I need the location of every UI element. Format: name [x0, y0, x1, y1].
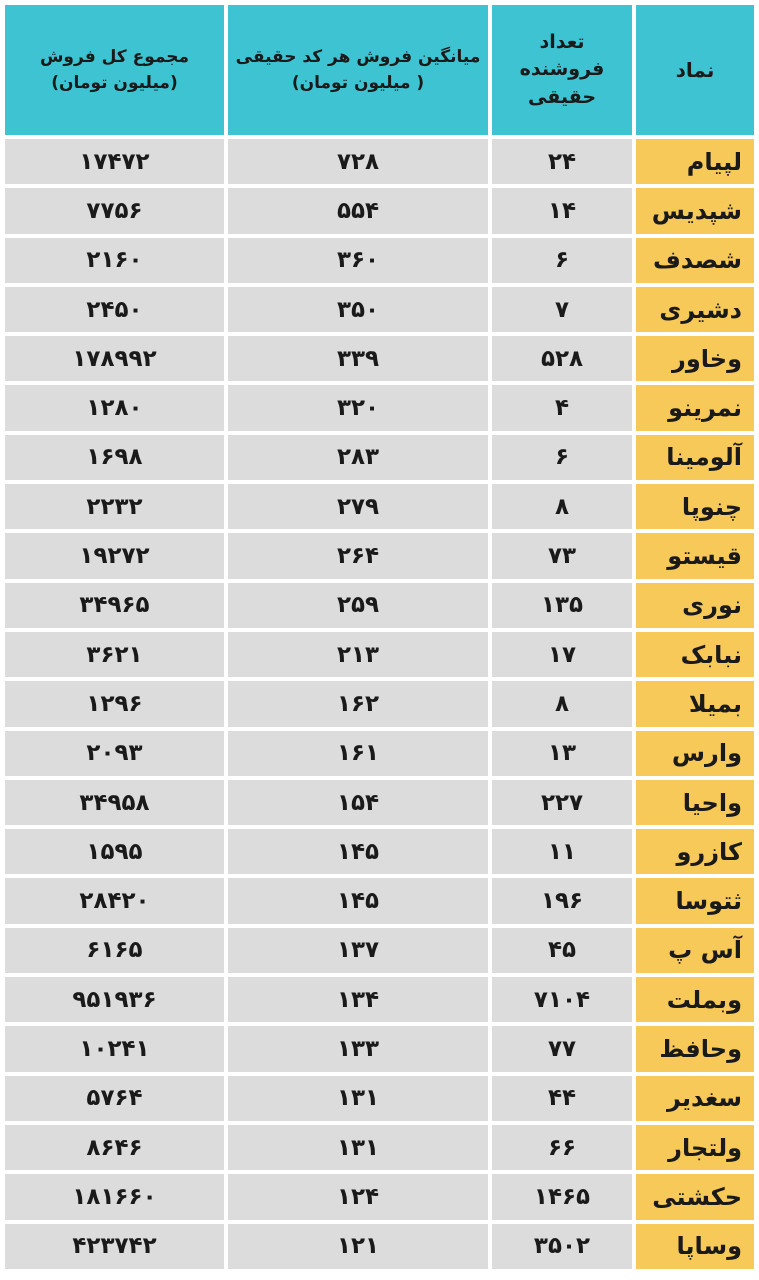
avg-sale-cell: ۵۵۴ [226, 186, 490, 235]
symbol-cell: وبملت [634, 975, 756, 1024]
avg-sale-cell: ۱۳۴ [226, 975, 490, 1024]
total-sale-cell: ۴۲۳۷۴۲ [3, 1222, 226, 1271]
avg-sale-cell: ۲۷۹ [226, 482, 490, 531]
sellers-cell: ۷۷ [490, 1024, 634, 1073]
sellers-cell: ۴۴ [490, 1074, 634, 1123]
avg-sale-cell: ۷۲۸ [226, 137, 490, 186]
table-row [3, 926, 756, 975]
avg-sale-cell: ۱۳۷ [226, 926, 490, 975]
symbol-cell: نبابک [634, 630, 756, 679]
symbol-cell: وخاور [634, 334, 756, 383]
total-sale-cell: ۲۲۳۲ [3, 482, 226, 531]
avg-sale-cell: ۲۸۳ [226, 433, 490, 482]
sellers-cell: ۲۲۷ [490, 778, 634, 827]
total-sale-cell: ۱۵۹۵ [3, 827, 226, 876]
sellers-cell: ۸ [490, 482, 634, 531]
header-total-sale: مجموع کل فروش (میلیون تومان) [3, 3, 226, 137]
total-sale-cell: ۳۶۲۱ [3, 630, 226, 679]
symbol-cell: آلومینا [634, 433, 756, 482]
symbol-cell: واحیا [634, 778, 756, 827]
avg-sale-cell: ۱۶۲ [226, 679, 490, 728]
sales-table [3, 3, 756, 1271]
avg-sale-cell: ۳۶۰ [226, 236, 490, 285]
total-sale-cell: ۲۰۹۳ [3, 729, 226, 778]
sellers-cell: ۱۴ [490, 186, 634, 235]
table-row [3, 679, 756, 728]
symbol-cell: آس پ [634, 926, 756, 975]
sellers-cell: ۱۱ [490, 827, 634, 876]
symbol-cell: وساپا [634, 1222, 756, 1271]
sellers-cell: ۱۳ [490, 729, 634, 778]
table-row [3, 975, 756, 1024]
header-symbol: نماد [634, 3, 756, 137]
symbol-cell: حکشتی [634, 1172, 756, 1221]
symbol-cell: نمرینو [634, 383, 756, 432]
sellers-cell: ۷۳ [490, 531, 634, 580]
symbol-cell: قیستو [634, 531, 756, 580]
avg-sale-cell: ۱۲۴ [226, 1172, 490, 1221]
total-sale-cell: ۲۴۵۰ [3, 285, 226, 334]
table-row [3, 383, 756, 432]
sellers-cell: ۷ [490, 285, 634, 334]
total-sale-cell: ۱۲۹۶ [3, 679, 226, 728]
total-sale-cell: ۱۰۲۴۱ [3, 1024, 226, 1073]
table-row [3, 531, 756, 580]
sellers-cell: ۲۴ [490, 137, 634, 186]
avg-sale-cell: ۳۵۰ [226, 285, 490, 334]
table-row [3, 729, 756, 778]
sellers-cell: ۱۷ [490, 630, 634, 679]
avg-sale-cell: ۱۶۱ [226, 729, 490, 778]
symbol-cell: کازرو [634, 827, 756, 876]
sellers-cell: ۷۱۰۴ [490, 975, 634, 1024]
table-row [3, 1074, 756, 1123]
total-sale-cell: ۷۷۵۶ [3, 186, 226, 235]
table-row [3, 285, 756, 334]
table-row [3, 1222, 756, 1271]
sellers-cell: ۸ [490, 679, 634, 728]
total-sale-cell: ۱۲۸۰ [3, 383, 226, 432]
avg-sale-cell: ۱۴۵ [226, 876, 490, 925]
table-row [3, 334, 756, 383]
sellers-cell: ۱۹۶ [490, 876, 634, 925]
table-row [3, 137, 756, 186]
total-sale-cell: ۱۶۹۸ [3, 433, 226, 482]
header-sellers: تعداد فروشنده حقیقی [490, 3, 634, 137]
symbol-cell: دشیری [634, 285, 756, 334]
table-row [3, 482, 756, 531]
total-sale-cell: ۸۶۴۶ [3, 1123, 226, 1172]
total-sale-cell: ۳۴۹۵۸ [3, 778, 226, 827]
table-row [3, 236, 756, 285]
table-row [3, 827, 756, 876]
table-row [3, 778, 756, 827]
table-body [3, 137, 756, 1271]
avg-sale-cell: ۲۶۴ [226, 531, 490, 580]
sellers-cell: ۵۲۸ [490, 334, 634, 383]
avg-sale-cell: ۲۱۳ [226, 630, 490, 679]
avg-sale-cell: ۱۳۳ [226, 1024, 490, 1073]
sellers-cell: ۱۴۶۵ [490, 1172, 634, 1221]
sellers-cell: ۶ [490, 433, 634, 482]
total-sale-cell: ۱۹۲۷۲ [3, 531, 226, 580]
symbol-cell: وحافظ [634, 1024, 756, 1073]
total-sale-cell: ۳۴۹۶۵ [3, 581, 226, 630]
table-header-row [3, 3, 756, 137]
avg-sale-cell: ۱۳۱ [226, 1074, 490, 1123]
total-sale-cell: ۱۷۴۷۲ [3, 137, 226, 186]
symbol-cell: نوری [634, 581, 756, 630]
sellers-cell: ۶ [490, 236, 634, 285]
symbol-cell: ولتجار [634, 1123, 756, 1172]
avg-sale-cell: ۱۴۵ [226, 827, 490, 876]
table-row [3, 630, 756, 679]
total-sale-cell: ۱۷۸۹۹۲ [3, 334, 226, 383]
sellers-cell: ۴۵ [490, 926, 634, 975]
symbol-cell: ثتوسا [634, 876, 756, 925]
avg-sale-cell: ۱۵۴ [226, 778, 490, 827]
sellers-cell: ۱۳۵ [490, 581, 634, 630]
symbol-cell: بمیلا [634, 679, 756, 728]
total-sale-cell: ۲۸۴۲۰ [3, 876, 226, 925]
table-row [3, 876, 756, 925]
total-sale-cell: ۶۱۶۵ [3, 926, 226, 975]
symbol-cell: شصدف [634, 236, 756, 285]
table-row [3, 433, 756, 482]
table-row [3, 1172, 756, 1221]
sellers-cell: ۶۶ [490, 1123, 634, 1172]
symbol-cell: سغدیر [634, 1074, 756, 1123]
symbol-cell: شپدیس [634, 186, 756, 235]
symbol-cell: وارس [634, 729, 756, 778]
symbol-cell: چنوپا [634, 482, 756, 531]
sellers-cell: ۴ [490, 383, 634, 432]
avg-sale-cell: ۳۲۰ [226, 383, 490, 432]
avg-sale-cell: ۱۲۱ [226, 1222, 490, 1271]
avg-sale-cell: ۲۵۹ [226, 581, 490, 630]
total-sale-cell: ۱۸۱۶۶۰ [3, 1172, 226, 1221]
table-row [3, 186, 756, 235]
total-sale-cell: ۹۵۱۹۳۶ [3, 975, 226, 1024]
header-avg-sale: میانگین فروش هر کد حقیقی ( میلیون تومان) [226, 3, 490, 137]
table-row [3, 1123, 756, 1172]
symbol-cell: لپیام [634, 137, 756, 186]
total-sale-cell: ۲۱۶۰ [3, 236, 226, 285]
table-row [3, 581, 756, 630]
avg-sale-cell: ۱۳۱ [226, 1123, 490, 1172]
total-sale-cell: ۵۷۶۴ [3, 1074, 226, 1123]
avg-sale-cell: ۳۳۹ [226, 334, 490, 383]
table-row [3, 1024, 756, 1073]
sellers-cell: ۳۵۰۲ [490, 1222, 634, 1271]
